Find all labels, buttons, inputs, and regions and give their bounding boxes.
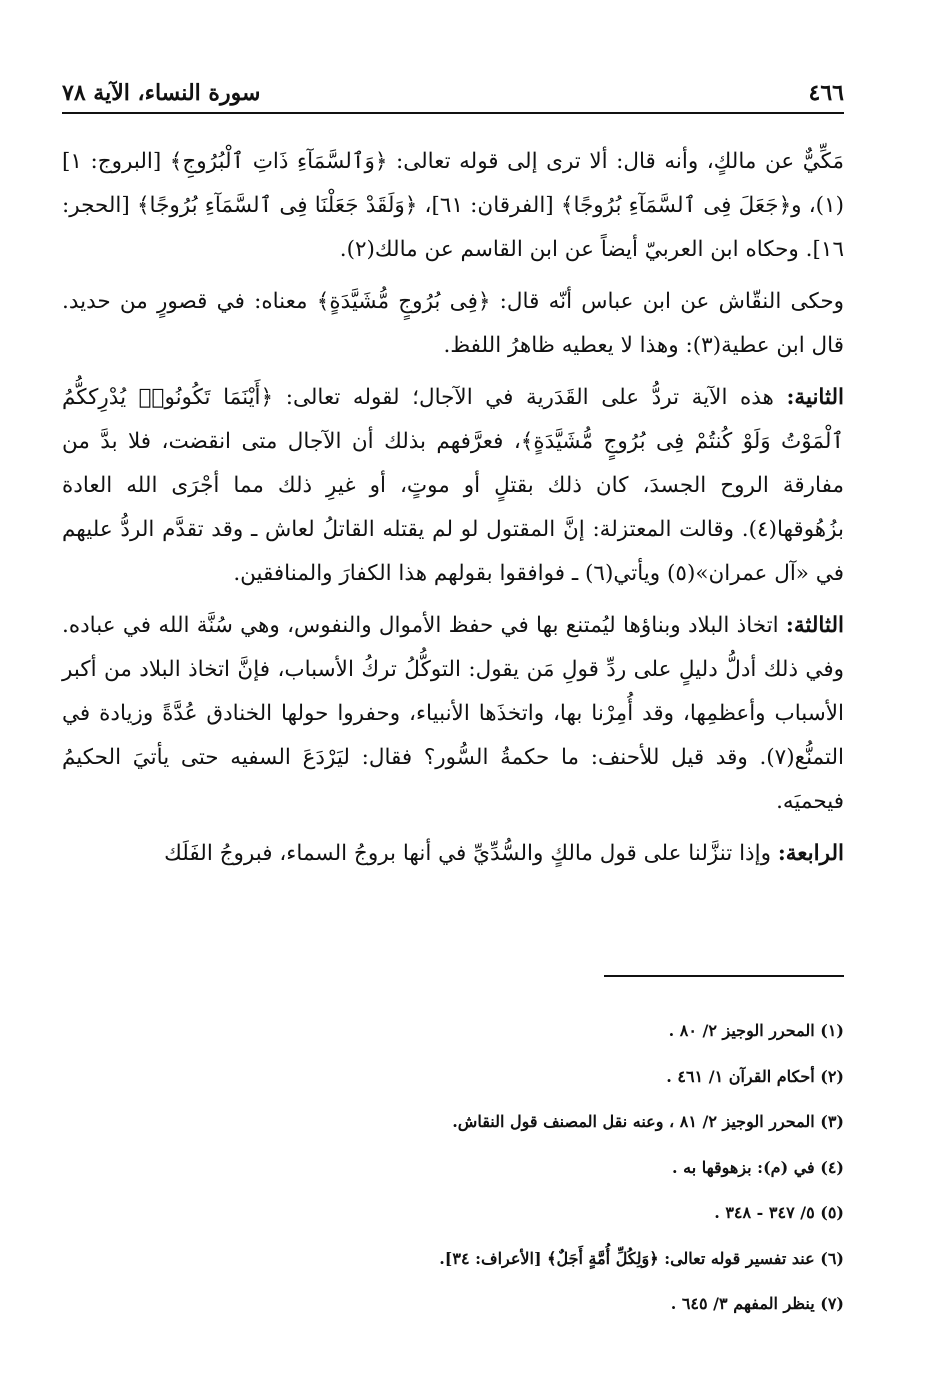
page-number: ٤٦٦ [808, 80, 844, 106]
main-text [62, 140, 844, 882]
issue-heading: الثانية: [786, 385, 844, 410]
footnote: (٧) ينظر المفهم ٣/ ٦٤٥ . [670, 1294, 844, 1313]
paragraph-2 [62, 280, 844, 368]
header-divider [62, 112, 844, 114]
paragraph-text: مَكِّيٌّ عن مالكٍ، وأنه قال: ألا ترى إلى قوله تعالى: ﴿وَٱلسَّمَآءِ ذَاتِ ٱلْبُرُوجِ﴾ [البروج: ١](١)، و﴿جَعَلَ فِى ٱلسَّمَآءِ بُرُوجًا﴾ [الفرقان: ٦١]، ﴿وَلَقَدْ جَعَلْنَا فِى ٱلسَّمَآءِ بُرُوجًا﴾ [الحجر: ١٦]. وحكاه ابن العربيّ أيضاً عن ابن القاسم عن مالك(٢). [62, 149, 844, 262]
book-page [62, 0, 844, 1383]
issue-heading: الرابعة: [777, 841, 844, 866]
paragraph-text: وحكى النقّاش عن ابن عباس أنّه قال: ﴿فِى بُرُوجٍ مُّشَيَّدَةٍ﴾ معناه: في قصورٍ من حديد. قال ابن عطية(٣): وهذا لا يعطيه ظاهرُ اللفظ. [62, 289, 844, 358]
footnote: (٤) في (م): بزهوقها به . [671, 1157, 844, 1177]
footnote: (١) المحرر الوجيز ٢/ ٨٠ . [668, 1021, 844, 1040]
footnote-divider [604, 975, 844, 977]
issue-heading: الثالثة: [785, 613, 844, 638]
footnote: (٢) أحكام القرآن ١/ ٤٦١ . [666, 1066, 844, 1086]
paragraph-text: وإذا تنزَّلنا على قول مالكٍ والسُّدِّيِّ في أنها بروجُ السماء، فبروجُ الفَلَك [164, 841, 778, 866]
paragraph-fourth-issue [62, 832, 844, 876]
footnotes [62, 1008, 844, 1327]
footnote: (٥) ٥/ ٣٤٧ - ٣٤٨ . [714, 1203, 844, 1222]
footnote: (٣) المحرر الوجيز ٢/ ٨١ ، وعنه نقل المصنف قول النقاش. [452, 1112, 844, 1131]
paragraph-text: هذه الآية تردُّ على القَدَرية في الآجال؛ لقوله تعالى: ﴿أَيْنَمَا تَكُونُوا۟ يُدْرِككُّمُ ٱلْمَوْتُ وَلَوْ كُنتُمْ فِى بُرُوجٍ مُّشَيَّدَةٍ﴾، فعرَّفهم بذلك أن الآجال متى انقضت، فلا بدَّ من مفارقة الروح الجسدَ، كان ذلك بقتلٍ أو موتٍ، أو غيرِ ذلك مما أجْرَى الله العادة بزُهُوقها(٤). وقالت المعتزلة: إنَّ المقتول لو لم يقتله القاتلُ لعاش ـ وقد تقدَّم الردُّ عليهم في «آل عمران»(٥) ويأتي(٦) ـ فوافقوا بقولهم هذا الكفارَ والمنافقين. [62, 385, 844, 586]
running-title: سورة النساء، الآية ٧٨ [62, 80, 261, 106]
paragraph-1 [62, 140, 844, 272]
paragraph-text: اتخاذ البلاد وبناؤها ليُمتنع بها في حفظ الأموال والنفوس، وهي سُنَّة الله في عباده. وفي ذلك أدلُّ دليلٍ على ردِّ قولِ مَن يقول: التوكُّلُ تركُ الأسباب، فإنَّ اتخاذ البلاد من أكبر الأسباب وأعظمِها، وقد أُمِرْنا بها، واتخذَها الأنبياء، وحفروا حولها الخنادق عُدَّةً وزيادة في التمنُّع(٧). وقد قيل للأحنف: ما حكمةُ السُّور؟ فقال: ليَرْدَعَ السفيه حتى يأتيَ الحكيمُ فيحميَه. [62, 613, 844, 814]
paragraph-second-issue [62, 376, 844, 596]
footnote: (٦) عند تفسير قوله تعالى: ﴿وَلِكُلِّ أُمَّةٍ أَجَلٌ﴾ [الأعراف: ٣٤]. [439, 1248, 844, 1268]
page-header [62, 70, 844, 106]
paragraph-third-issue [62, 604, 844, 824]
